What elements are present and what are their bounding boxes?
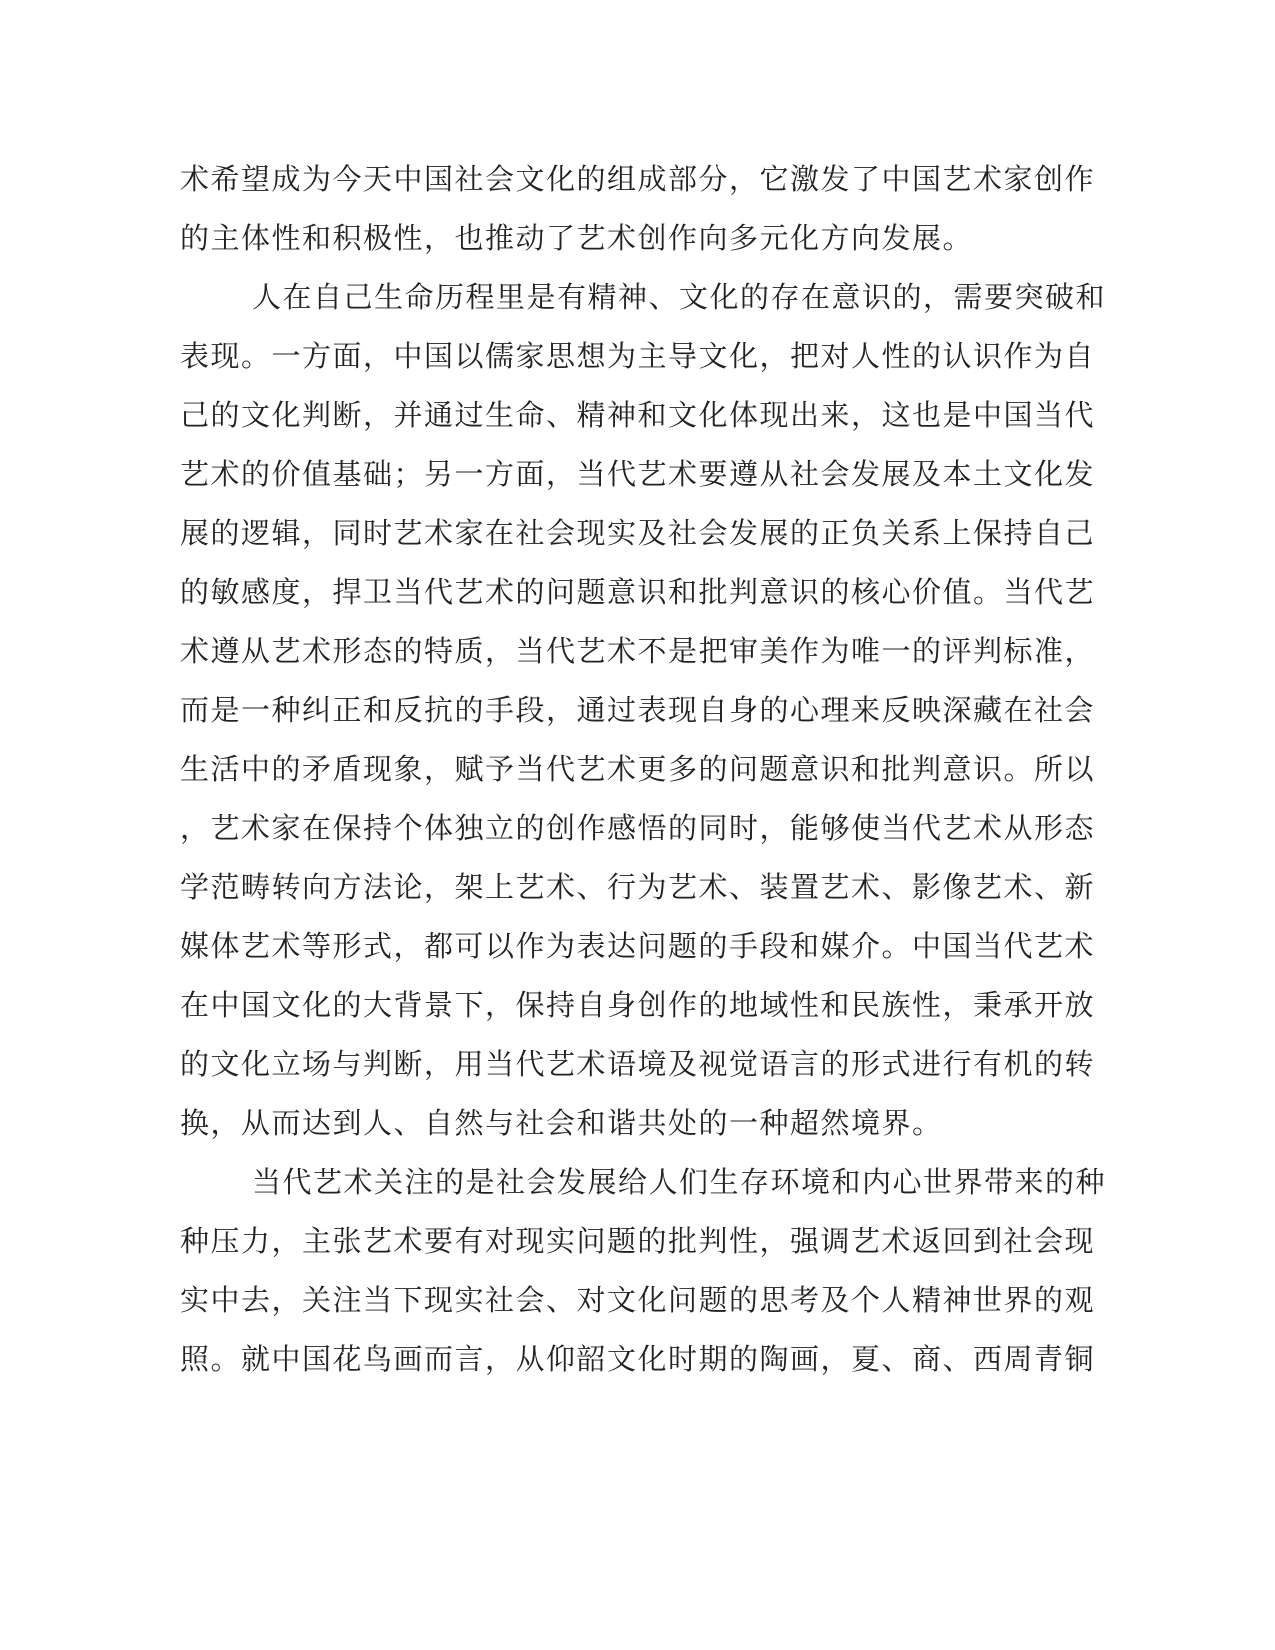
text-line: 的主体性和积极性，也推动了艺术创作向多元化方向发展。 (180, 221, 974, 255)
text-line: 换，从而达到人、自然与社会和谐共处的一种超然境界。 (180, 1106, 943, 1140)
text-line: 生活中的矛盾现象，赋予当代艺术更多的问题意识和批判意识。所以 (180, 752, 1096, 786)
text-line: 而是一种纠正和反抗的手段，通过表现自身的心理来反映深藏在社会 (180, 693, 1096, 727)
text-line: 艺术的价值基础；另一方面，当代艺术要遵从社会发展及本土文化发 (180, 457, 1096, 491)
text-line: 当代艺术关注的是社会发展给人们生存环境和内心世界带来的种 (252, 1165, 1107, 1199)
text-line: ，艺术家在保持个体独立的创作感悟的同时，能够使当代艺术从形态 (180, 811, 1096, 845)
text-line: 种压力，主张艺术要有对现实问题的批判性，强调艺术返回到社会现 (180, 1224, 1096, 1258)
text-line: 实中去，关注当下现实社会、对文化问题的思考及个人精神世界的观 (180, 1283, 1096, 1317)
text-line: 在中国文化的大背景下，保持自身创作的地域性和民族性，秉承开放 (180, 988, 1096, 1022)
text-line: 的文化立场与判断，用当代艺术语境及视觉语言的形式进行有机的转 (180, 1047, 1096, 1081)
text-line: 的敏感度，捍卫当代艺术的问题意识和批判意识的核心价值。当代艺 (180, 575, 1096, 609)
text-line: 展的逻辑，同时艺术家在社会现实及社会发展的正负关系上保持自己 (180, 516, 1096, 550)
text-line: 学范畴转向方法论，架上艺术、行为艺术、装置艺术、影像艺术、新 (180, 870, 1096, 904)
text-line: 术遵从艺术形态的特质，当代艺术不是把审美作为唯一的评判标准， (180, 634, 1096, 668)
text-line: 术希望成为今天中国社会文化的组成部分，它激发了中国艺术家创作 (180, 162, 1096, 196)
text-line: 人在自己生命历程里是有精神、文化的存在意识的，需要突破和 (252, 280, 1107, 314)
text-line: 照。就中国花鸟画而言，从仰韶文化时期的陶画，夏、商、西周青铜 (180, 1342, 1096, 1376)
body-text (180, 150, 1107, 1389)
text-line: 媒体艺术等形式，都可以作为表达问题的手段和媒介。中国当代艺术 (180, 929, 1096, 963)
text-line: 表现。一方面，中国以儒家思想为主导文化，把对人性的认识作为自 (180, 339, 1096, 373)
text-line: 己的文化判断，并通过生命、精神和文化体现出来，这也是中国当代 (180, 398, 1096, 432)
